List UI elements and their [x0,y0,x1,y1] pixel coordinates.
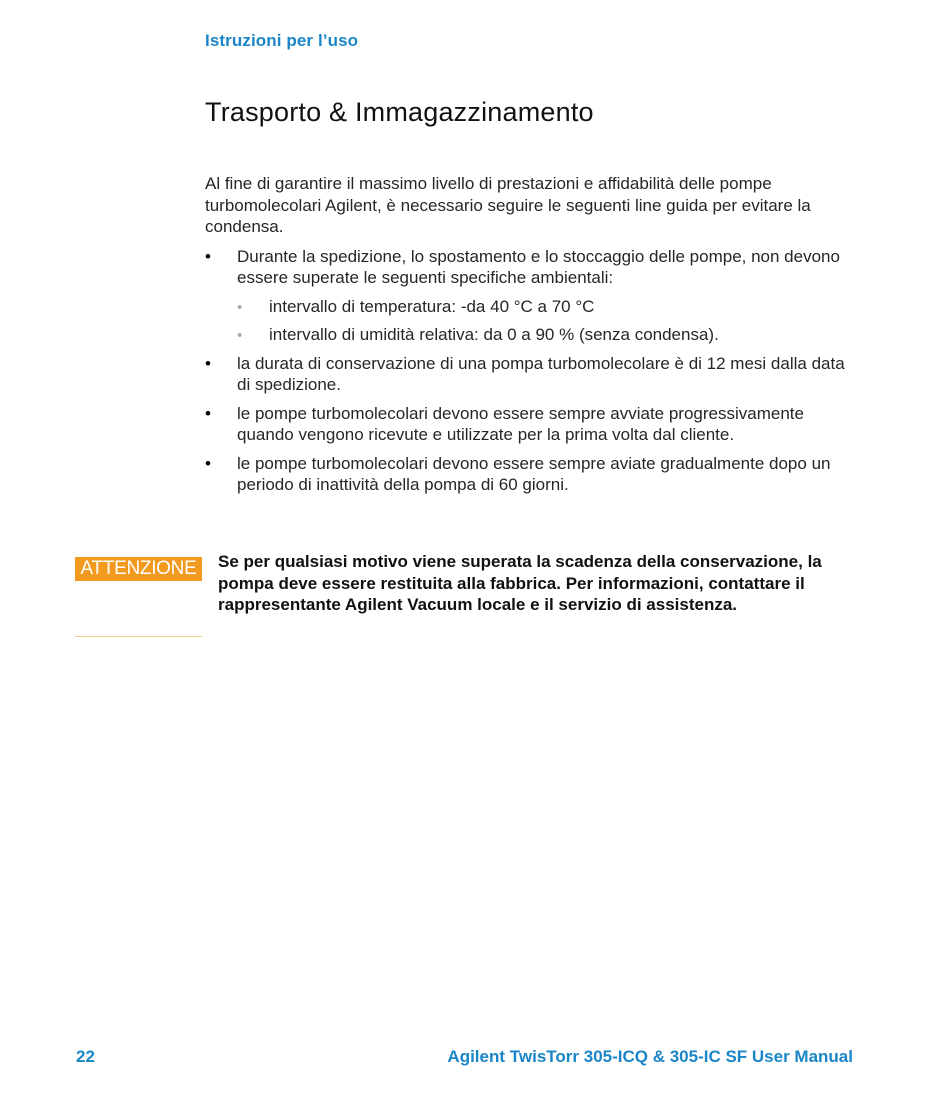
list-item-text: le pompe turbomolecolari devono essere sempre avviate progressivamente quando vengono ricevute e utilizzate per la prima volta dal cliente. [237,403,804,444]
list-item-text: la durata di conservazione di una pompa turbomolecolare è di 12 mesi dalla data di spedizione. [237,353,845,394]
bullet-icon: • [205,246,211,266]
bullet-icon: • [205,403,211,423]
list-item [205,403,860,446]
sublist-item [237,296,860,318]
intro-paragraph: Al fine di garantire il massimo livello di prestazioni e affidabilità delle pompe turbomolecolari Agilent, è necessario seguire le seguenti line guida per evitare la condensa. [205,174,811,236]
list-item-text: Durante la spedizione, lo spostamento e lo stoccaggio delle pompe, non devono essere superate le seguenti specifiche ambientali: [237,246,840,287]
sublist-item-text: intervallo di temperatura: -da 40 °C a 70 °C [269,296,595,316]
warning-divider [75,636,202,637]
page-number: 22 [76,1047,95,1066]
warning-badge: ATTENZIONE [75,557,202,581]
sublist-item [237,324,860,346]
list-item-text: le pompe turbomolecolari devono essere sempre aviate gradualmente dopo un periodo di inattività della pompa di 60 giorni. [237,453,831,494]
subbullet-icon: • [237,298,243,316]
bullet-icon: • [205,353,211,373]
section-body [205,173,860,503]
manual-title: Agilent TwisTorr 305-ICQ & 305-IC SF User Manual [447,1047,853,1066]
list-item [205,246,860,346]
list-item [205,353,860,396]
environment-sublist [237,296,860,346]
section-title: Trasporto & Immagazzinamento [205,97,594,127]
warning-text: Se per qualsiasi motivo viene superata la scadenza della conservazione, la pompa deve essere restituita alla fabbrica. Per informazioni, contattare il rappresentante Agilent Vacuum locale e il servizio di assistenza. [218,552,822,614]
running-header: Istruzioni per l’uso [205,31,359,50]
list-item [205,453,860,496]
sublist-item-text: intervallo di umidità relativa: da 0 a 90 % (senza condensa). [269,325,719,344]
subbullet-icon: • [237,327,243,344]
requirements-list [205,246,860,496]
bullet-icon: • [205,453,211,473]
